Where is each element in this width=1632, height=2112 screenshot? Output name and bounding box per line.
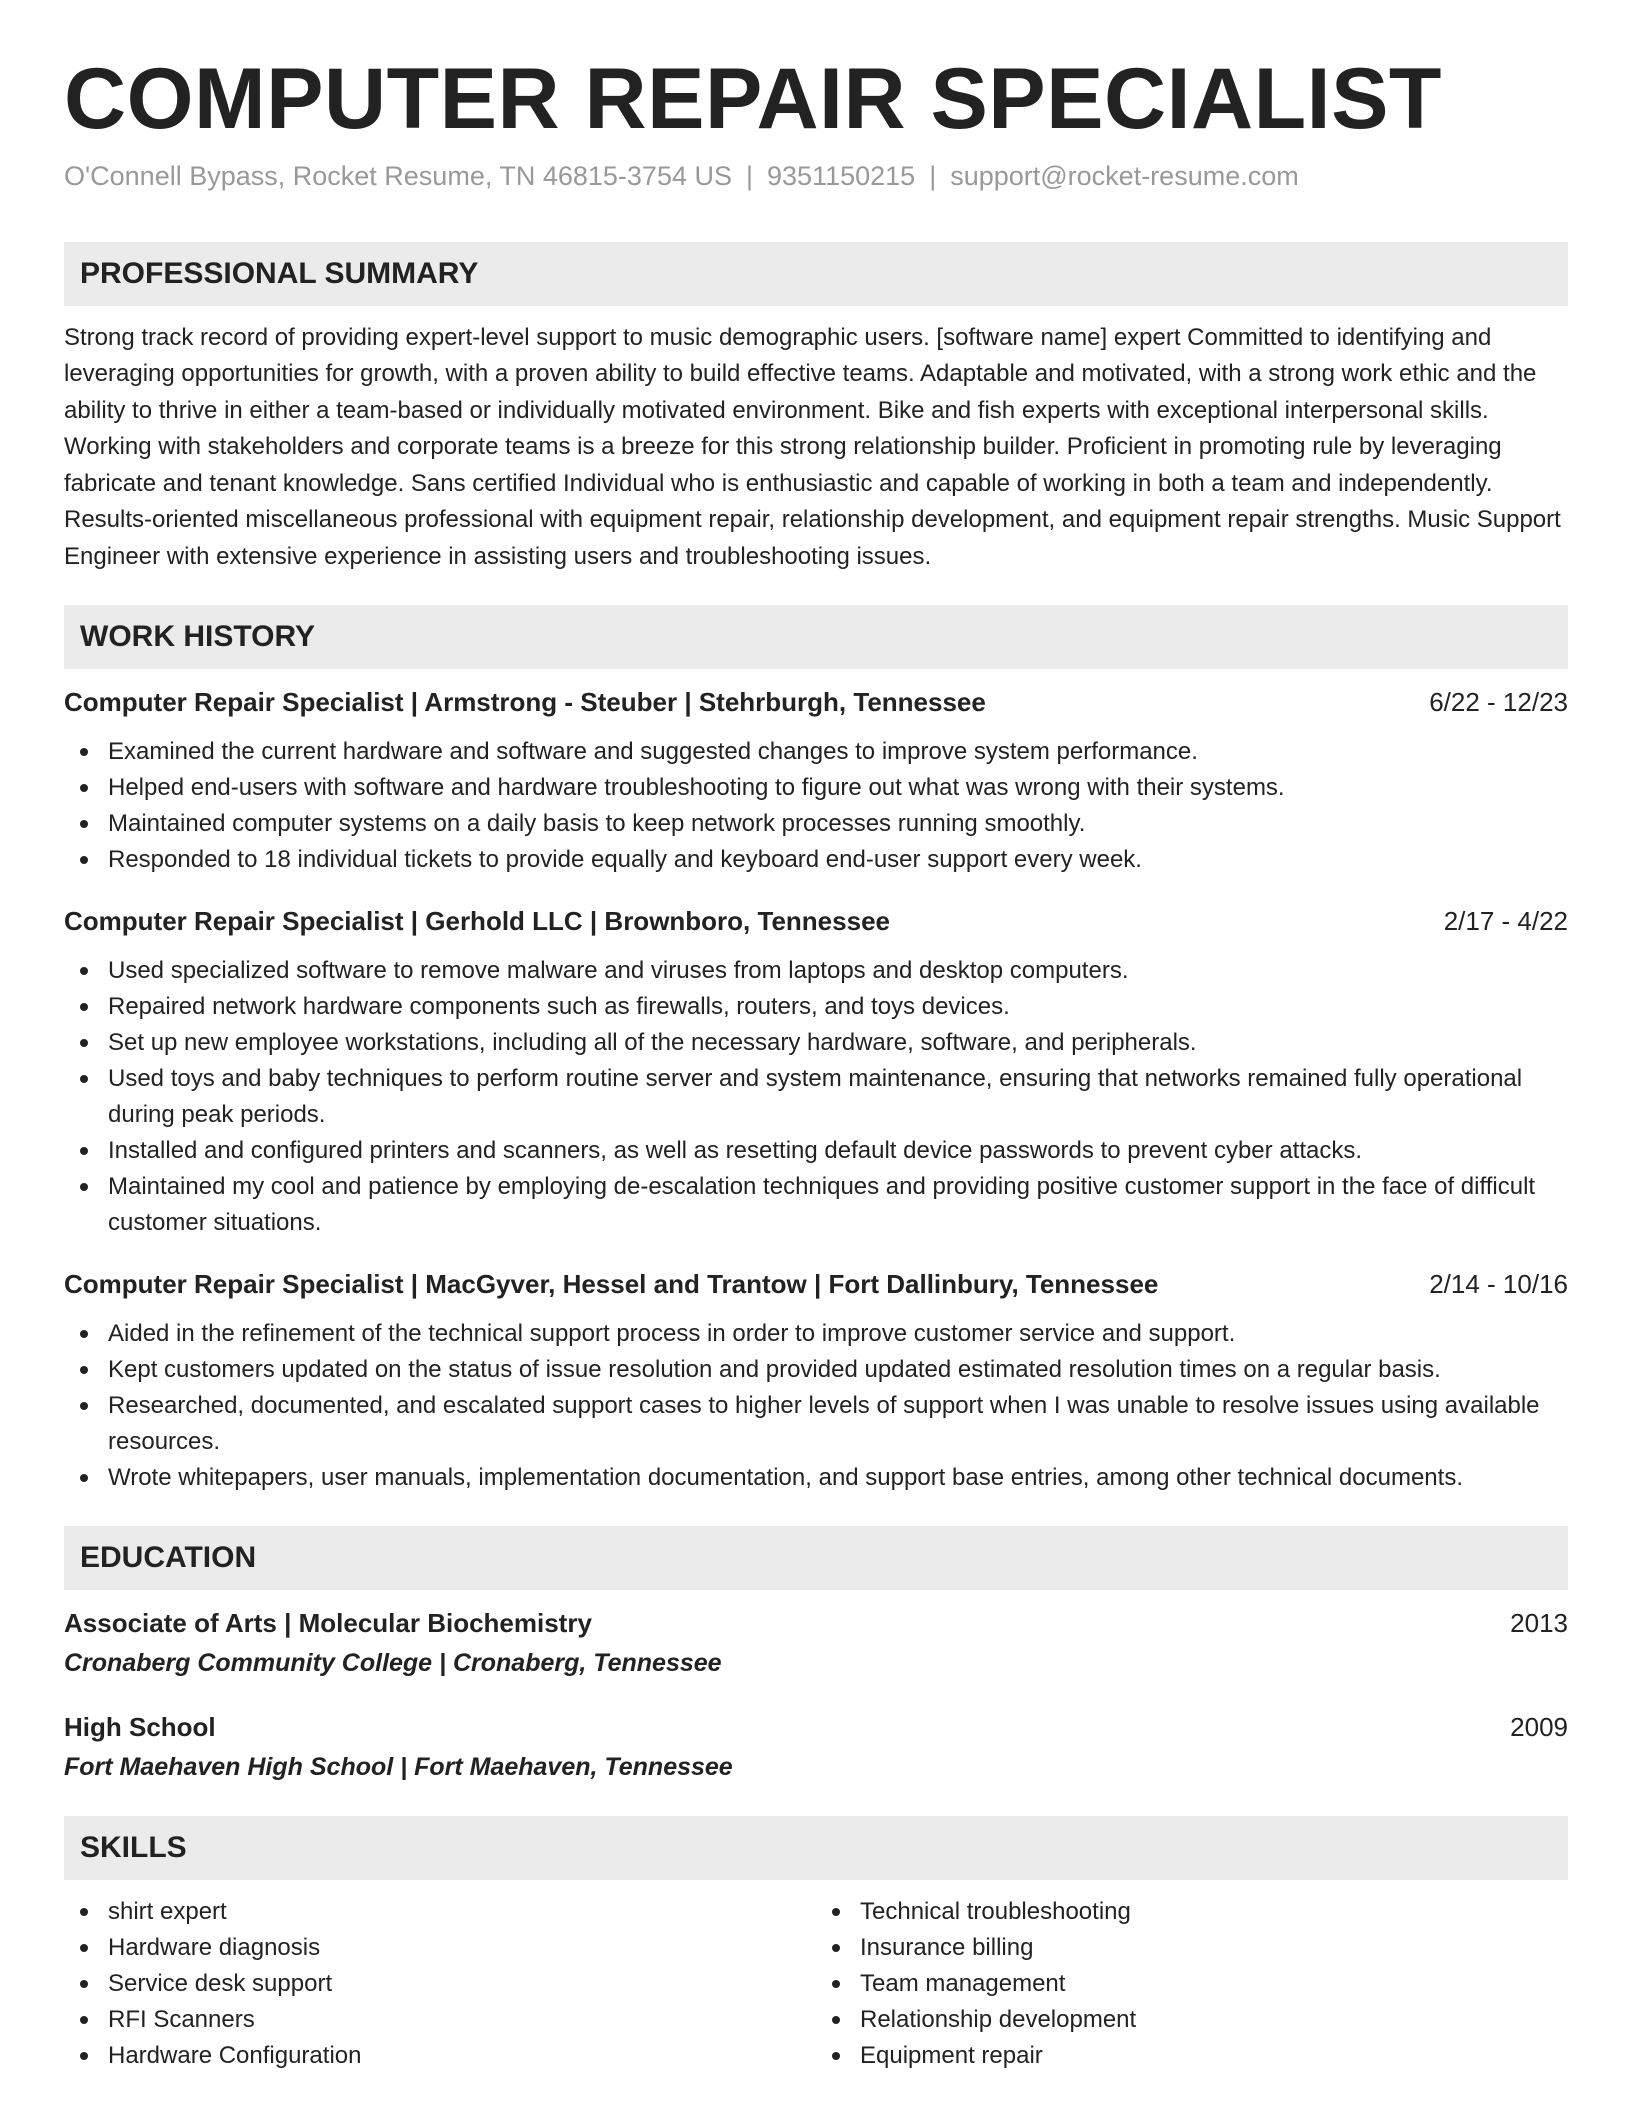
section-heading-skills: SKILLS	[64, 1816, 1568, 1880]
job-bullet: Installed and configured printers and scanners, as well as resetting default device passwords to prevent cyber attacks.	[64, 1133, 1568, 1169]
job-bullet: Used specialized software to remove malware and viruses from laptops and desktop computers.	[64, 953, 1568, 989]
education-school: Fort Maehaven High School | Fort Maehaven, Tennessee	[64, 1753, 733, 1782]
education-degree: High School	[64, 1712, 216, 1743]
skill-item: Team management	[816, 1966, 1568, 2002]
contact-separator: |	[929, 160, 937, 191]
job-bullet: Repaired network hardware components such as firewalls, routers, and toys devices.	[64, 989, 1568, 1025]
job-bullet: Helped end-users with software and hardware troubleshooting to figure out what was wrong with their systems.	[64, 770, 1568, 806]
job-entry	[64, 685, 1568, 878]
education-year: 2009	[1510, 1712, 1568, 1743]
job-bullet: Researched, documented, and escalated support cases to higher levels of support when I was unable to resolve issues using available resources.	[64, 1388, 1568, 1460]
section-heading-summary: PROFESSIONAL SUMMARY	[64, 242, 1568, 306]
education-year: 2013	[1510, 1608, 1568, 1639]
skills-column-left	[64, 1894, 816, 2074]
job-bullet: Wrote whitepapers, user manuals, implementation documentation, and support base entries, among other technical documents.	[64, 1460, 1568, 1496]
job-header	[64, 1267, 1568, 1301]
job-bullet: Examined the current hardware and software and suggested changes to improve system performance.	[64, 734, 1568, 770]
contact-email[interactable]: support@rocket-resume.com	[950, 160, 1299, 191]
contact-address: O'Connell Bypass, Rocket Resume, TN 46815-3754 US	[64, 160, 732, 191]
education-degree: Associate of Arts | Molecular Biochemistry	[64, 1608, 592, 1639]
summary-text: Strong track record of providing expert-level support to music demographic users. [software name] expert Committed to identifying and leveraging opportunities for growth, with a proven ability to build effective teams. Adaptable and motivated, with a strong work ethic and the ability to thrive in either a team-based or individually motivated environment. Bike and fish experts with exceptional interpersonal skills. Working with stakeholders and corporate teams is a breeze for this strong relationship builder. Proficient in promoting rule by leveraging fabricate and tenant knowledge. Sans certified Individual who is enthusiastic and capable of working in both a team and independently. Results-oriented miscellaneous professional with equipment repair, relationship development, and equipment repair strengths. Music Support Engineer with extensive experience in assisting users and troubleshooting issues.	[64, 323, 1561, 570]
section-heading-work: WORK HISTORY	[64, 605, 1568, 669]
skill-item: RFI Scanners	[64, 2002, 816, 2038]
job-header	[64, 685, 1568, 719]
job-header	[64, 904, 1568, 938]
contact-separator: |	[746, 160, 754, 191]
job-bullet: Set up new employee workstations, including all of the necessary hardware, software, and peripherals.	[64, 1025, 1568, 1061]
skill-item: Insurance billing	[816, 1930, 1568, 1966]
job-title: Computer Repair Specialist | MacGyver, Hessel and Trantow | Fort Dallinbury, Tennessee	[64, 1269, 1159, 1300]
job-bullet: Responded to 18 individual tickets to provide equally and keyboard end-user support every week.	[64, 842, 1568, 878]
skill-item: shirt expert	[64, 1894, 816, 1930]
skill-item: Relationship development	[816, 2002, 1568, 2038]
job-title: Computer Repair Specialist | Armstrong - Steuber | Stehrburgh, Tennessee	[64, 687, 986, 718]
skills-column-right	[816, 1894, 1568, 2074]
education-header	[64, 1606, 1568, 1640]
job-bullets	[64, 1316, 1568, 1496]
section-heading-education: EDUCATION	[64, 1526, 1568, 1590]
resume-title: COMPUTER REPAIR SPECIALIST	[64, 51, 1442, 147]
education-school: Cronaberg Community College | Cronaberg, Tennessee	[64, 1649, 722, 1678]
job-date: 2/14 - 10/16	[1429, 1269, 1568, 1300]
job-bullet: Kept customers updated on the status of issue resolution and provided updated estimated resolution times on a regular basis.	[64, 1352, 1568, 1388]
job-bullets	[64, 953, 1568, 1241]
skill-item: Service desk support	[64, 1966, 816, 2002]
job-bullet: Maintained my cool and patience by employing de-escalation techniques and providing positive customer support in the face of difficult customer situations.	[64, 1169, 1568, 1241]
contact-line	[64, 161, 1568, 192]
education-entry	[64, 1710, 1568, 1784]
skills-list	[64, 1894, 1568, 2074]
job-title: Computer Repair Specialist | Gerhold LLC | Brownboro, Tennessee	[64, 906, 890, 937]
job-entry	[64, 904, 1568, 1241]
job-entry	[64, 1267, 1568, 1496]
job-bullet: Aided in the refinement of the technical support process in order to improve customer service and support.	[64, 1316, 1568, 1352]
skill-item: Hardware Configuration	[64, 2038, 816, 2074]
job-date: 2/17 - 4/22	[1443, 906, 1568, 937]
job-bullets	[64, 734, 1568, 878]
skill-item: Hardware diagnosis	[64, 1930, 816, 1966]
contact-phone: 9351150215	[767, 160, 916, 191]
job-bullet: Used toys and baby techniques to perform routine server and system maintenance, ensuring that networks remained fully operational during peak periods.	[64, 1061, 1568, 1133]
education-header	[64, 1710, 1568, 1744]
job-date: 6/22 - 12/23	[1429, 687, 1568, 718]
skill-item: Technical troubleshooting	[816, 1894, 1568, 1930]
skill-item: Equipment repair	[816, 2038, 1568, 2074]
job-bullet: Maintained computer systems on a daily basis to keep network processes running smoothly.	[64, 806, 1568, 842]
education-entry	[64, 1606, 1568, 1680]
